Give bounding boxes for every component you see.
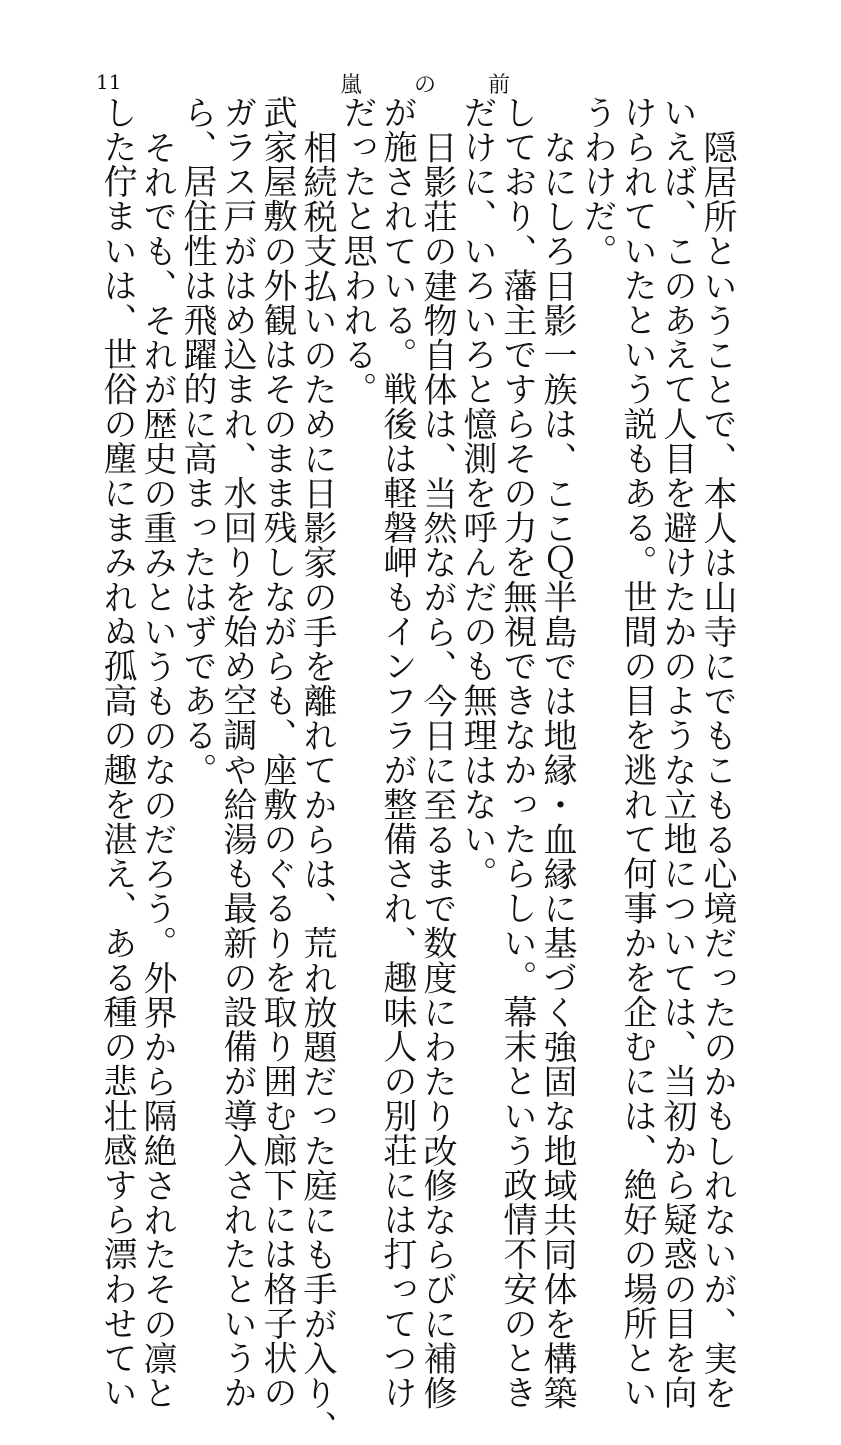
text-line: しており、藩主ですらその力を無視できなかったらしい。幕末という政情不安のとき: [497, 95, 537, 1410]
text-line: ら、居住性は飛躍的に高まったはずである。: [177, 95, 217, 787]
text-line: けられていたという説もある。世間の目を逃れて何事かを企むには、絶好の場所とい: [617, 95, 657, 1410]
text-line: した佇まいは、世俗の塵にまみれぬ孤高の趣を湛え、ある種の悲壮感すら漂わせてい: [97, 95, 137, 1410]
running-title-char: 嵐: [340, 73, 363, 98]
text-line: 相続税支払いのために日影家の手を離れてからは、荒れ放題だった庭にも手が入り、: [297, 130, 337, 1445]
text-line: 武家屋敷の外観はそのまま残しながらも、座敷のぐるりを取り囲む廊下には格子状の: [257, 95, 297, 1410]
text-line: うわけだ。: [577, 95, 617, 268]
text-line: それでも、それが歴史の重みというものなのだろう。外界から隔絶されたその凛と: [137, 130, 177, 1411]
text-line: が施されている。戦後は軽磐岬もインフラが整備され、趣味人の別荘には打ってつけ: [377, 95, 417, 1410]
running-title-char: 前: [487, 73, 510, 98]
text-line: なにしろ日影一族は、ここＱ半島では地縁・血縁に基づく強固な地域共同体を構築: [537, 130, 577, 1411]
page-number: 11: [96, 70, 122, 94]
running-title-char: の: [413, 73, 436, 98]
text-line: 日影荘の建物自体は、当然ながら、今日に至るまで数度にわたり改修ならびに補修: [417, 130, 457, 1411]
text-line: だったと思われる。: [337, 95, 377, 407]
text-line: 隠居所ということで、本人は山寺にでもこもる心境だったのかもしれないが、実を: [697, 130, 737, 1411]
text-line: ガラス戸がはめ込まれ、水回りを始め空調や給湯も最新の設備が導入されたというか: [217, 95, 257, 1410]
text-line: いえば、このあえて人目を避けたかのような立地については、当初から疑惑の目を向: [657, 95, 697, 1410]
text-line: だけに、いろいろと憶測を呼んだのも無理はない。: [457, 95, 497, 891]
